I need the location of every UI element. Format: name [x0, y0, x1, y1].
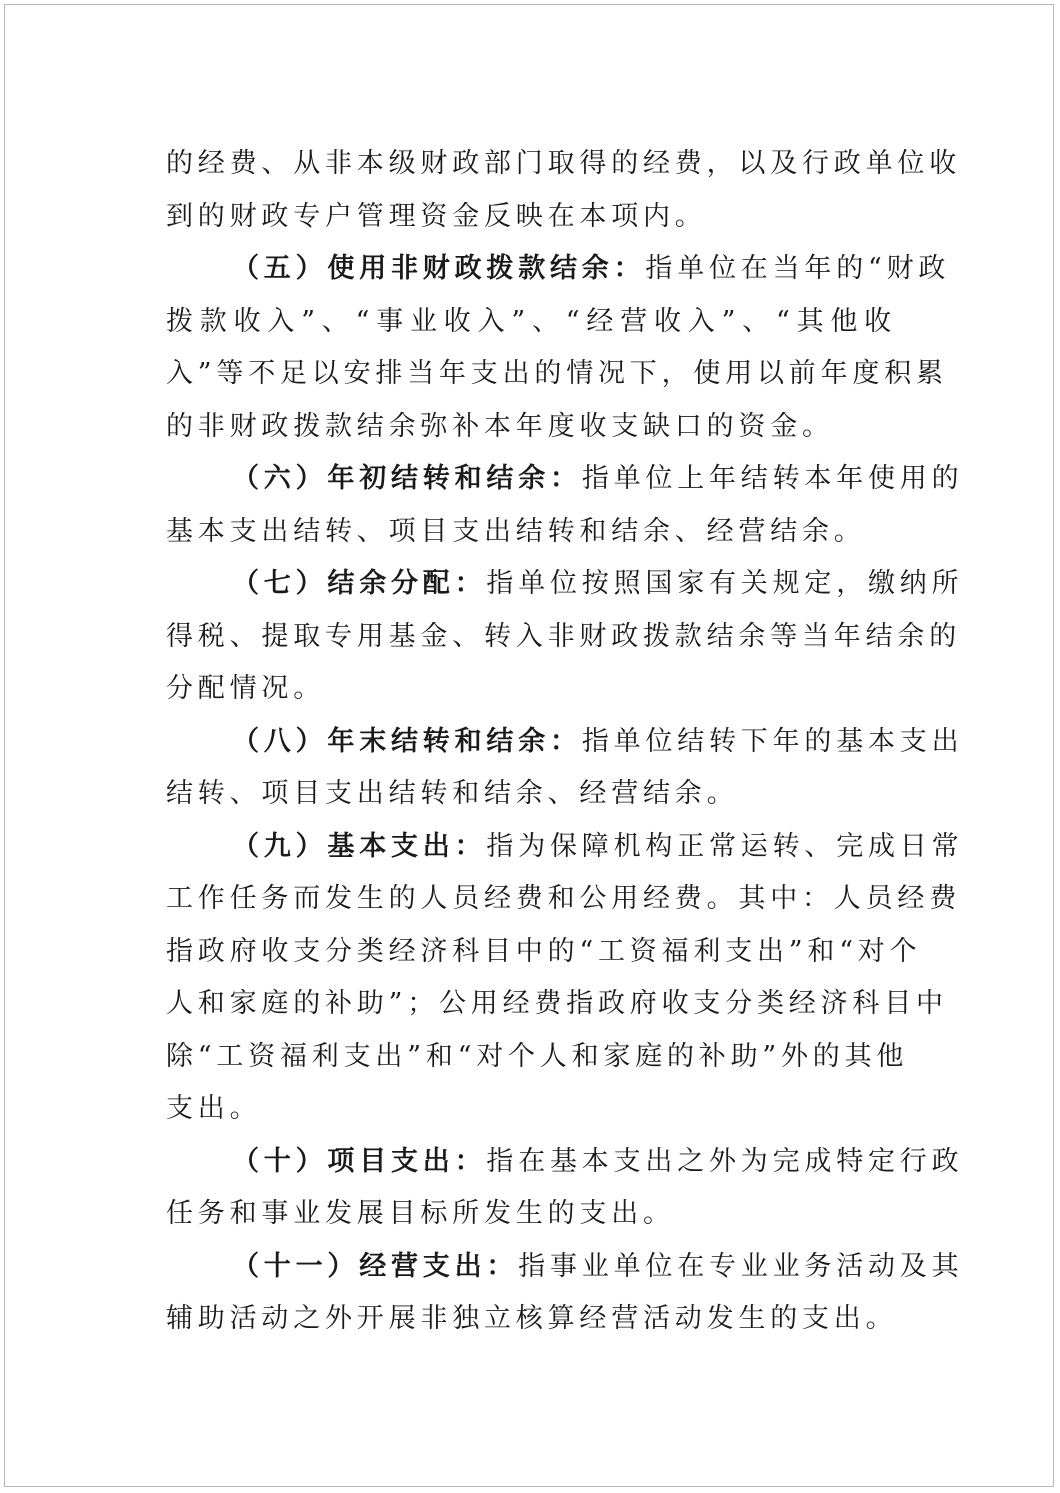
- line-text: 基本支出结转、项目支出结转和结余、经营结余。: [166, 515, 866, 547]
- text-line: [166, 401, 896, 454]
- text-line: [166, 926, 922, 979]
- section-term: （六）年初结转和结余：: [232, 463, 582, 494]
- line-text: 的经费、从非本级财政部门取得的经费，以及行政单位收: [166, 148, 961, 179]
- text-line: [166, 873, 961, 926]
- text-line: [166, 978, 948, 1031]
- text-line: [166, 1188, 896, 1241]
- paragraph-p9: [166, 821, 964, 1136]
- section-term: （九）基本支出：: [232, 830, 487, 862]
- line-text: 入”等不足以安排当年支出的情况下，使用以前年度积累: [166, 358, 948, 389]
- text-line: [166, 1241, 964, 1294]
- line-text: 分配情况。: [166, 673, 325, 704]
- section-term: （十）项目支出：: [232, 1145, 487, 1177]
- document-body: [166, 138, 964, 1346]
- line-text: 结转、项目支出结转和结余、经营结余。: [166, 778, 739, 809]
- text-line: [166, 506, 896, 559]
- text-line: [166, 1293, 896, 1346]
- paragraph-p11: [166, 1241, 964, 1346]
- line-text: 拨款收入”、“事业收入”、“经营收入”、“其他收: [166, 305, 896, 337]
- line-text: 得税、提取专用基金、转入非财政拨款结余等当年结余的: [166, 620, 961, 652]
- text-line: [166, 348, 948, 401]
- line-text: 任务和事业发展目标所发生的支出。: [166, 1198, 675, 1229]
- text-line: [166, 663, 896, 716]
- paragraph-p4-tail: [166, 138, 961, 243]
- text-line: [166, 243, 951, 296]
- text-line: [166, 611, 961, 664]
- line-text: 的非财政拨款结余弥补本年度收支缺口的资金。: [166, 410, 834, 442]
- section-term: （五）使用非财政拨款结余：: [232, 253, 646, 284]
- text-line: [166, 821, 964, 874]
- line-text: 指单位结转下年的基本支出: [581, 725, 964, 757]
- line-text: 指单位上年结转本年使用的: [581, 463, 964, 494]
- line-text: 除“工资福利支出”和“对个人和家庭的补助”外的其他: [166, 1040, 909, 1072]
- line-text: 人和家庭的补助”；公用经费指政府收支分类经济科目中: [166, 988, 948, 1019]
- text-line: [166, 296, 896, 349]
- text-line: [166, 768, 896, 821]
- text-line: [166, 191, 896, 244]
- text-line: [166, 1083, 896, 1136]
- text-line: [166, 716, 964, 769]
- text-line: [166, 558, 964, 611]
- line-text: 指单位在当年的“财政: [645, 253, 951, 284]
- line-text: 指为保障机构正常运转、完成日常: [486, 830, 964, 862]
- section-term: （十一）经营支出：: [232, 1250, 519, 1282]
- text-line: [166, 1031, 909, 1084]
- paragraph-p7: [166, 558, 964, 716]
- text-line: [166, 453, 964, 506]
- line-text: 指政府收支分类经济科目中的“工资福利支出”和“对个: [166, 935, 922, 967]
- line-text: 指单位按照国家有关规定，缴纳所: [486, 568, 964, 599]
- line-text: 指在基本支出之外为完成特定行政: [486, 1145, 964, 1177]
- line-text: 辅助活动之外开展非独立核算经营活动发生的支出。: [166, 1303, 898, 1334]
- paragraph-p10: [166, 1136, 964, 1241]
- paragraph-p6: [166, 453, 964, 558]
- line-text: 工作任务而发生的人员经费和公用经费。其中：人员经费: [166, 883, 961, 914]
- line-text: 支出。: [166, 1093, 262, 1124]
- paragraph-p5: [166, 243, 951, 453]
- line-text: 到的财政专户管理资金反映在本项内。: [166, 200, 707, 232]
- section-term: （七）结余分配：: [232, 568, 487, 599]
- section-term: （八）年末结转和结余：: [232, 725, 582, 757]
- text-line: [166, 138, 961, 191]
- line-text: 指事业单位在专业业务活动及其: [518, 1250, 964, 1282]
- text-line: [166, 1136, 964, 1189]
- paragraph-p8: [166, 716, 964, 821]
